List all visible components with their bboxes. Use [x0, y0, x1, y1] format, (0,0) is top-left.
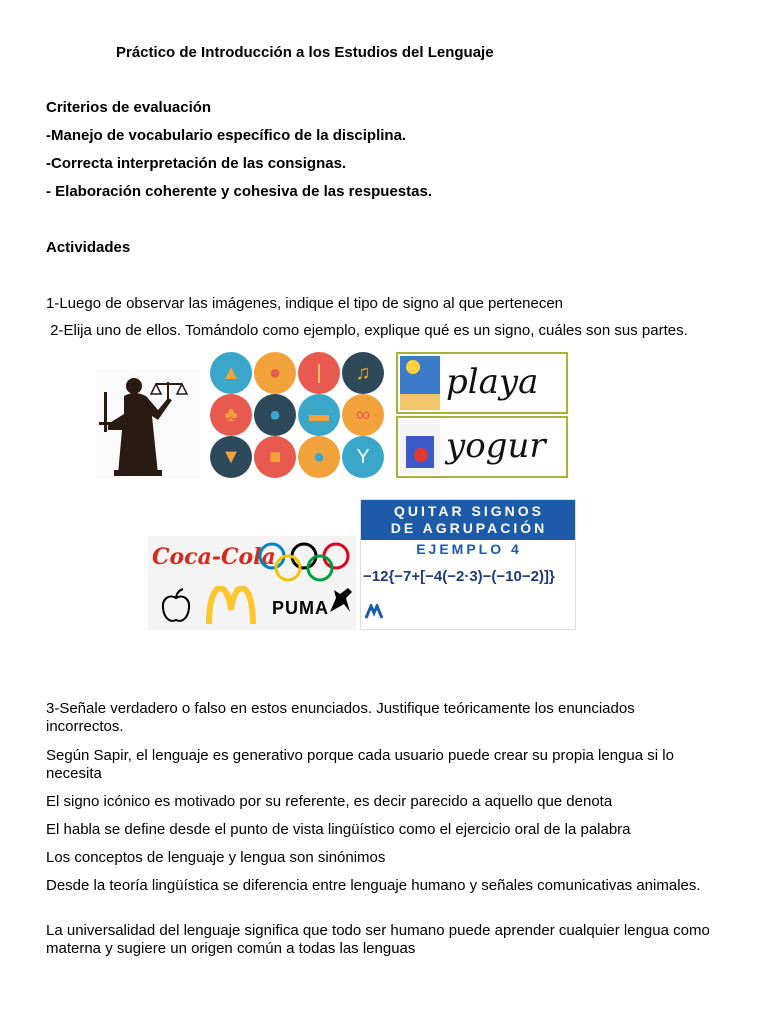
candle-icon: |	[298, 352, 340, 394]
lollipop-icon: ●	[254, 352, 296, 394]
balloons-dots-icon: ●	[254, 394, 296, 436]
statement-item: El signo icónico es motivado por su referente, es decir parecido a aquello que denota	[46, 793, 613, 810]
mcdonalds-logo-icon	[206, 586, 256, 626]
justice-statue-image	[96, 370, 200, 478]
bunting-icon: ▼	[210, 436, 252, 478]
yogurt-icon	[400, 420, 440, 474]
math-example-image	[360, 499, 576, 630]
activity-question-2: 2-Elija uno de ellos. Tomándolo como ejemplo, explique qué es un signo, cuáles son sus partes.	[46, 322, 688, 339]
math-title-line1: QUITAR SIGNOS	[394, 503, 544, 519]
word-yogur: yogur	[446, 426, 546, 466]
apple-logo-icon	[156, 586, 196, 626]
cake-icon: ▬	[298, 394, 340, 436]
wine-glasses-icon: Y	[342, 436, 384, 478]
math-expression: −12{−7+[−4(−2·3)−(−10−2)]}	[363, 568, 555, 585]
activities-heading: Actividades	[46, 239, 131, 256]
brand-logos-image	[148, 536, 356, 630]
balloons-icon: ●	[298, 436, 340, 478]
math-title-line2: DE AGRUPACIÓN	[390, 520, 548, 536]
olympic-rings-icon	[254, 542, 354, 582]
puma-cat-icon	[328, 584, 354, 614]
question-3-intro: 3-Señale verdadero o falso en estos enunciados. Justifique teóricamente los enunciados incorrectos.	[46, 700, 635, 735]
music-notes-icon: ♫	[342, 352, 384, 394]
cupcake-icon: ♣	[210, 394, 252, 436]
document-title: Práctico de Introducción a los Estudios del Lenguaje	[116, 44, 494, 61]
statement-item: La universalidad del lenguaje significa que todo ser humano puede aprender cualquier lengua como materna y sugiere un origen común a todas las lenguas	[46, 922, 710, 957]
logo-icon	[365, 604, 383, 620]
statement-item: Según Sapir, el lenguaje es generativo porque cada usuario puede crear su propia lengua si lo necesita	[46, 747, 674, 782]
word-card-yogur	[396, 416, 568, 478]
statement-item: Desde la teoría lingüística se diferencia entre lenguaje humano y señales comunicativas animales.	[46, 877, 701, 894]
criteria-heading: Criterios de evaluación	[46, 99, 212, 116]
activity-question-1: 1-Luego de observar las imágenes, indique el tipo de signo al que pertenecen	[46, 295, 564, 312]
beach-icon	[400, 356, 440, 410]
statement-item: Los conceptos de lenguaje y lengua son sinónimos	[46, 849, 386, 866]
math-example-label: EJEMPLO 4	[416, 541, 522, 557]
statement-item: El habla se define desde el punto de vista lingüístico como el ejercicio oral de la palabra	[46, 821, 631, 838]
word-playa: playa	[446, 362, 539, 402]
beer-mug-icon: ■	[254, 436, 296, 478]
mask-icon: ∞	[342, 394, 384, 436]
criteria-item: -Manejo de vocabulario específico de la disciplina.	[46, 127, 407, 144]
criteria-item: -Correcta interpretación de las consignas.	[46, 155, 347, 172]
coca-cola-logo: Coca-Cola	[152, 544, 276, 570]
puma-logo: PUMA	[272, 598, 329, 618]
word-card-playa	[396, 352, 568, 414]
party-icons-image	[208, 350, 390, 478]
criteria-item: - Elaboración coherente y cohesiva de las respuestas.	[46, 183, 432, 200]
party-hat-icon: ▲	[210, 352, 252, 394]
